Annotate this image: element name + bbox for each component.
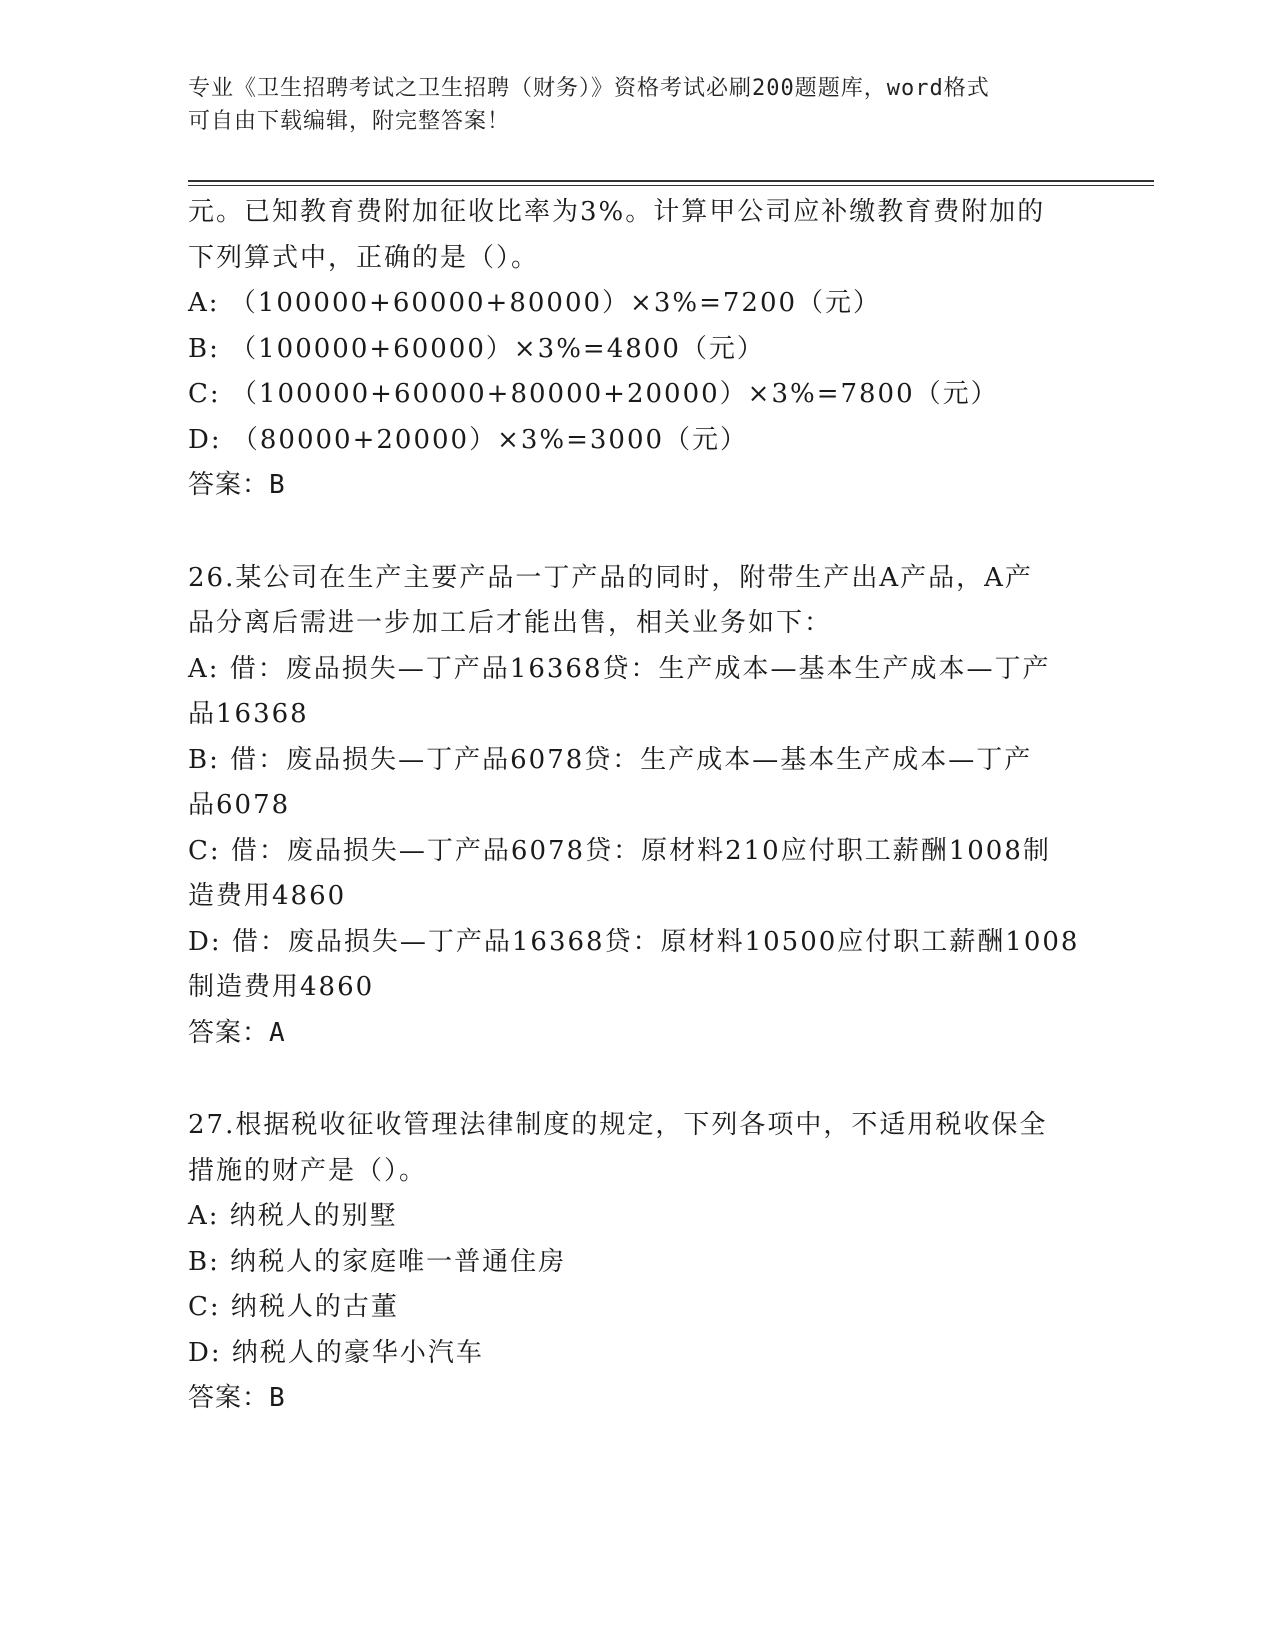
option-b-cont: 品6078 xyxy=(188,790,291,820)
header-line-1: 专业《卫生招聘考试之卫生招聘（财务）》资格考试必刷200题题库，word格式 xyxy=(188,76,990,101)
option-b: B: 借：废品损失—丁产品6078贷：生产成本—基本生产成本—丁产 xyxy=(188,744,1033,775)
header-line-2: 可自由下载编辑，附完整答案！ xyxy=(188,109,511,134)
option-c-cont: 造费用4860 xyxy=(188,881,347,911)
question-stem: 27.根据税收征收管理法律制度的规定，下列各项中，不适用税收保全 xyxy=(188,1110,1048,1140)
option-c: C: 借：废品损失—丁产品6078贷：原材料210应付职工薪酬1008制 xyxy=(188,835,1051,866)
header-divider-thin xyxy=(188,185,1154,186)
question-stem: 26.某公司在生产主要产品一丁产品的同时，附带生产出A产品，A产 xyxy=(188,562,1033,593)
question-stem: 品分离后需进一步加工后才能出售，相关业务如下： xyxy=(188,608,833,638)
question-stem: 措施的财产是（）。 xyxy=(188,1155,428,1186)
answer: 答案：A xyxy=(188,1017,286,1048)
header-divider-thick xyxy=(188,180,1154,182)
option-a-cont: 品16368 xyxy=(188,699,309,729)
option-c: C: 纳税人的古董 xyxy=(188,1292,399,1322)
question-26 xyxy=(188,556,1088,1057)
option-a: A: 纳税人的别墅 xyxy=(188,1201,398,1231)
question-25 xyxy=(188,190,1088,509)
option-a: A: 借：废品损失—丁产品16368贷：生产成本—基本生产成本—丁产 xyxy=(188,653,1051,684)
option-d: D: 纳税人的豪华小汽车 xyxy=(188,1337,484,1368)
option-d: D: 借：废品损失—丁产品16368贷：原材料10500应付职工薪酬1008 xyxy=(188,926,1080,957)
option-b: B: （100000+60000）×3%=4800（元） xyxy=(188,333,765,364)
question-27 xyxy=(188,1103,1088,1422)
document-header xyxy=(188,72,1088,138)
question-stem: 元。已知教育费附加征收比率为3%。计算甲公司应补缴教育费附加的 xyxy=(188,197,1046,227)
option-b: B: 纳税人的家庭唯一普通住房 xyxy=(188,1246,567,1277)
answer: 答案：B xyxy=(188,1383,286,1413)
option-d: D: （80000+20000）×3%=3000（元） xyxy=(188,424,749,455)
option-d-cont: 制造费用4860 xyxy=(188,972,375,1002)
option-c: C: （100000+60000+80000+20000）×3%=7800（元） xyxy=(188,379,999,409)
document-body xyxy=(188,190,1088,1422)
question-stem: 下列算式中，正确的是（）。 xyxy=(188,242,540,273)
option-a: A: （100000+60000+80000）×3%=7200（元） xyxy=(188,288,882,318)
answer: 答案：B xyxy=(188,470,286,500)
